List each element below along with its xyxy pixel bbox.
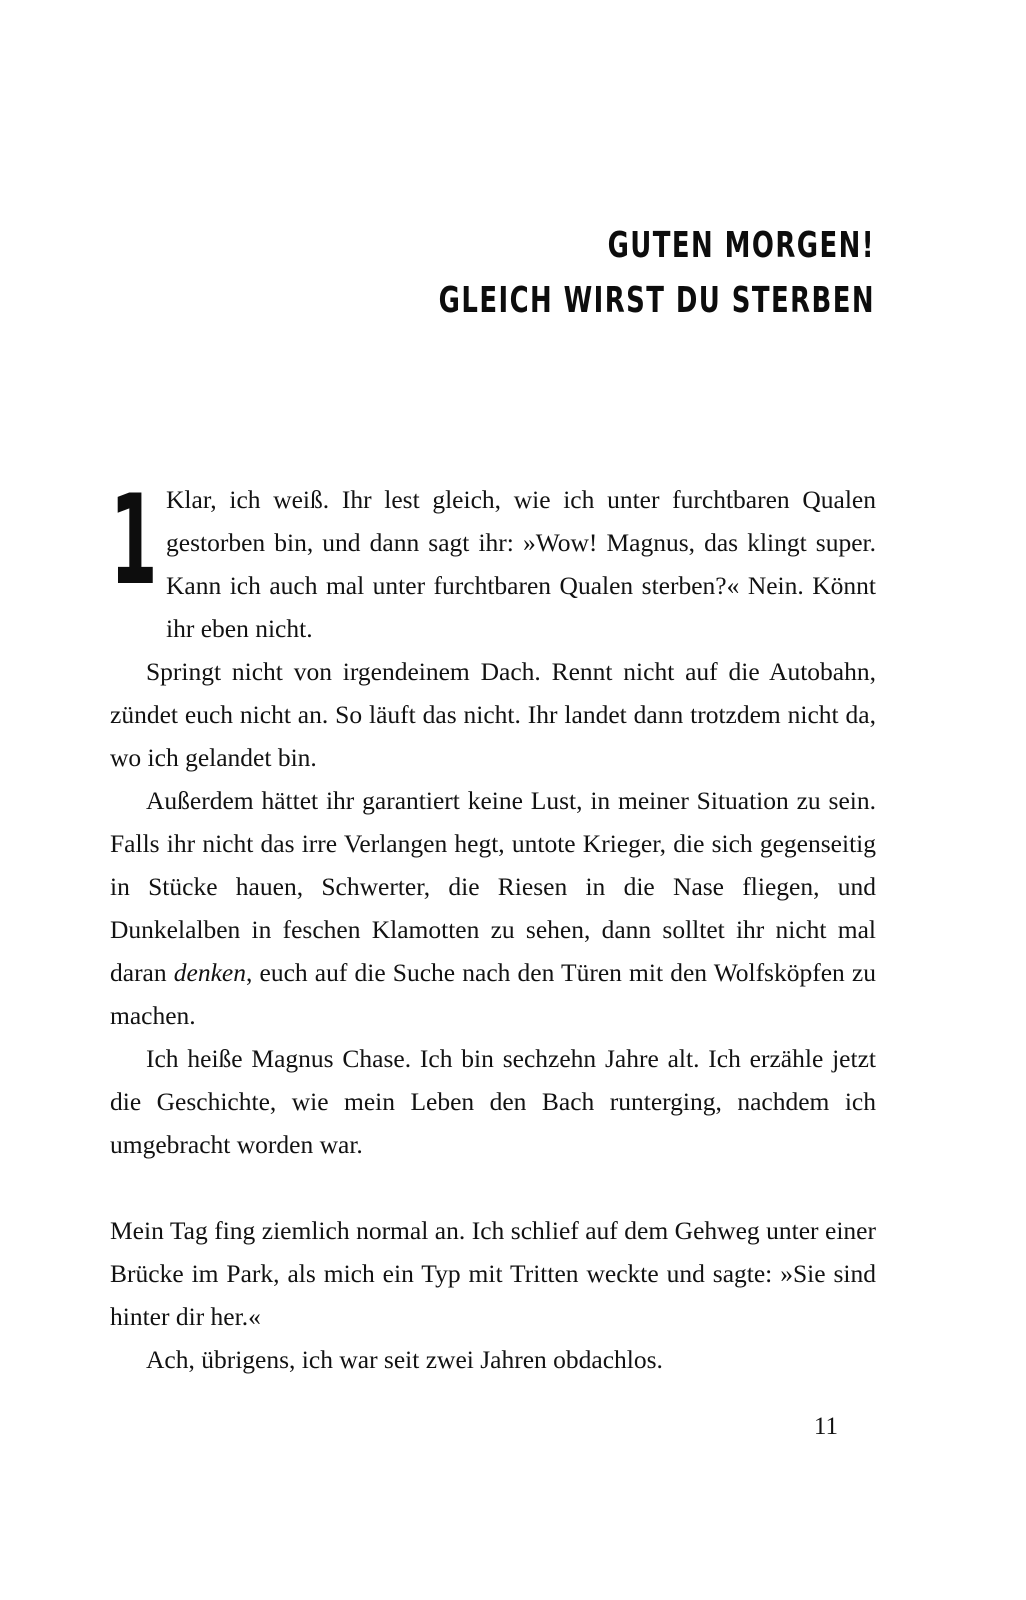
page-number: 11 [813,1413,838,1440]
paragraph-text: Ich heiße Magnus Chase. Ich bin sechzehn Jahre alt. Ich erzähle jetzt die Geschichte, wie mein Leben den Bach runterging, nachdem ich umgebracht worden war. [110,1044,876,1159]
chapter-title-line1: GUTEN MORGEN! [607,225,875,266]
chapter-title [439,218,875,328]
paragraph-text: Ach, übrigens, ich war seit zwei Jahren obdachlos. [146,1345,663,1374]
paragraph [110,469,876,650]
chapter-body [110,469,876,1381]
paragraph-text: , euch auf die Suche nach den Türen mit den Wolfsköpfen zu machen. [110,958,876,1030]
paragraph-text: Mein Tag fing ziemlich normal an. Ich schlief auf dem Gehweg unter einer Brücke im Park, als mich ein Typ mit Tritten weckte und sagte: »Sie sind hinter dir her.« [110,1216,876,1331]
paragraph [110,650,876,779]
paragraph [110,1209,876,1338]
paragraph [110,1037,876,1166]
chapter-number-dropcap: 1 [110,469,158,613]
paragraph-text: Klar, ich weiß. Ihr lest gleich, wie ich unter furchtbaren Qualen gestorben bin, und dann sagt ihr: »Wow! Magnus, das klingt super. Kann ich auch mal unter furchtbaren Qualen sterben?« Nein. Könnt ihr eben nicht. [166,485,876,643]
paragraph-text: Springt nicht von irgendeinem Dach. Rennt nicht auf die Autobahn, zündet euch nicht an. So läuft das nicht. Ihr landet dann trotzdem nicht da, wo ich gelandet bin. [110,657,876,772]
paragraph-text: Außerdem hättet ihr garantiert keine Lust, in meiner Situation zu sein. Falls ihr nicht das irre Verlangen hegt, untote Krieger, die sich gegenseitig in Stücke hauen, Schwerter, die Riesen in die Nase fliegen, und Dunkelalben in feschen Klamotten zu sehen, dann solltet ihr nicht mal daran [110,786,876,987]
paragraph [110,1338,876,1381]
paragraph [110,779,876,1037]
paragraph-text-italic: denken [173,958,246,987]
chapter-title-line2: GLEICH WIRST DU STERBEN [438,280,875,321]
